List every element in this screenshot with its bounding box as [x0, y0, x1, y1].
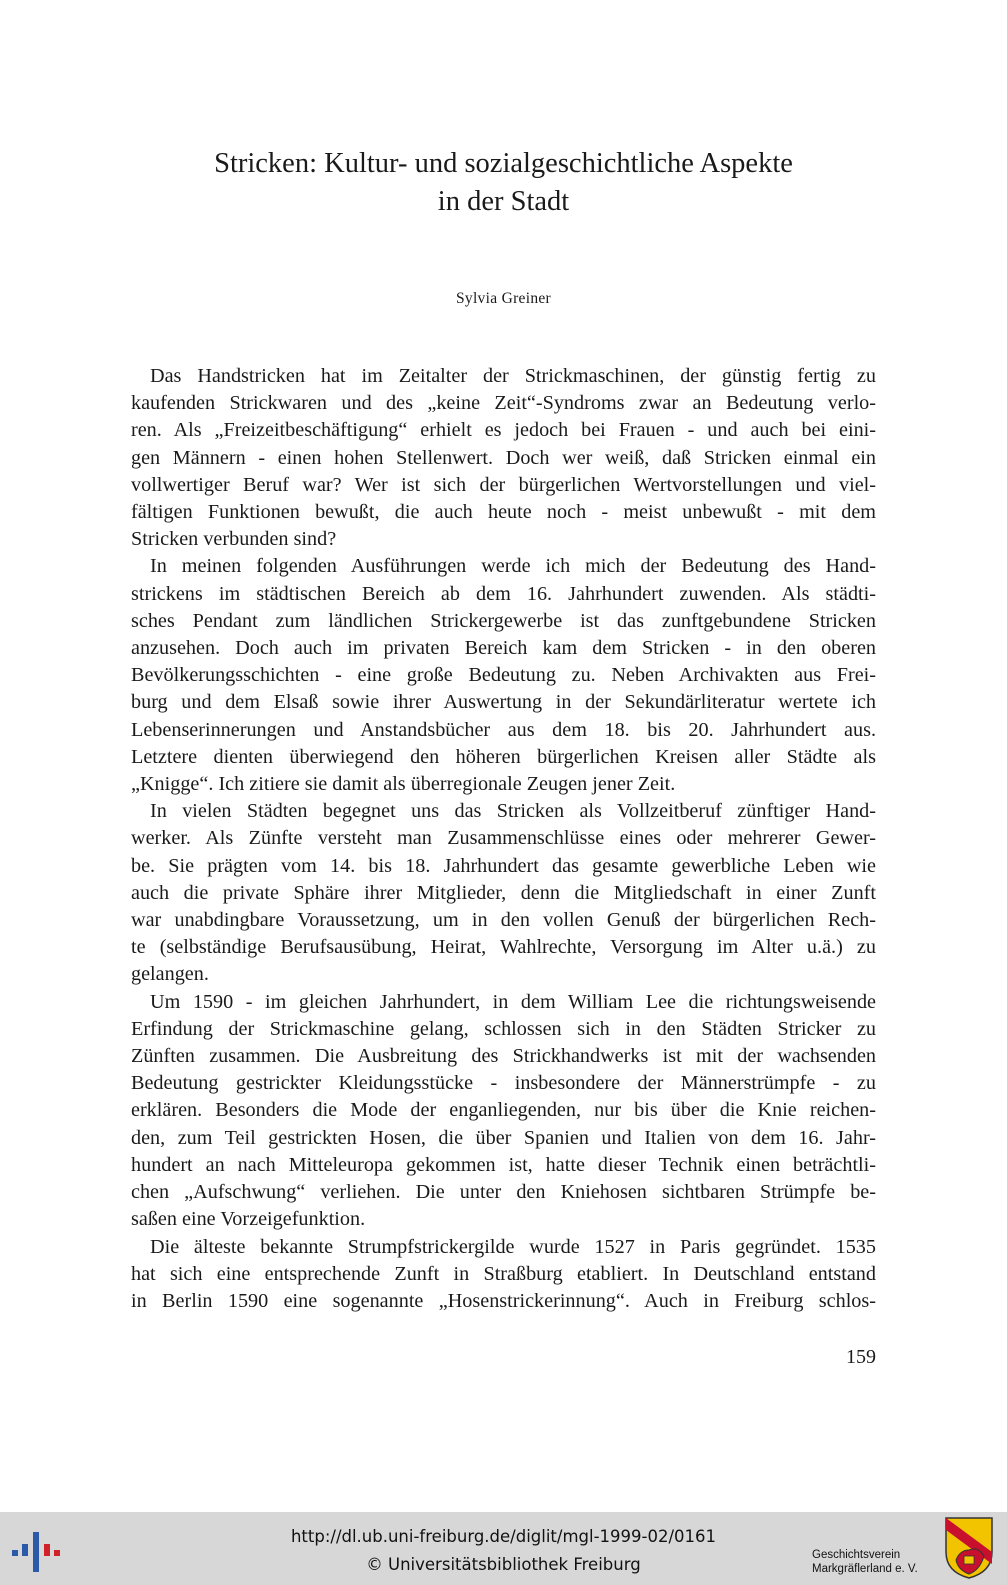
article-body	[131, 363, 876, 1315]
text-line: gelangen.	[131, 963, 209, 986]
text-line: Bevölkerungsschichten - eine große Bedeutung zu. Neben Archivakten aus Frei-	[131, 664, 876, 687]
text-line: fältigen Funktionen bewußt, die auch heute noch - meist unbewußt - mit dem	[131, 501, 876, 524]
text-line: Bedeutung gestrickter Kleidungsstücke - insbesondere der Männerstrümpfe - zu	[131, 1072, 876, 1095]
text-line: war unabdingbare Voraussetzung, um in den vollen Genuß der bürgerlichen Rech-	[131, 909, 876, 932]
text-line: „Knigge“. Ich zitiere sie damit als überregionale Zeugen jener Zeit.	[131, 773, 676, 796]
text-line: hundert an nach Mitteleuropa gekommen ist, hatte dieser Technik einen beträchtli-	[131, 1153, 876, 1176]
footer-bar	[0, 1512, 1007, 1585]
text-line: sches Pendant zum ländlichen Strickergewerbe ist das zunftgebundene Stricken	[131, 609, 876, 632]
society-name	[812, 1548, 918, 1576]
author-name: Sylvia Greiner	[455, 290, 552, 307]
society-name-line-1: Geschichtsverein	[812, 1549, 901, 1561]
article-title	[0, 145, 1007, 221]
text-line: Zünften zusammen. Die Ausbreitung des Strickhandwerks ist mit der wachsenden	[131, 1045, 876, 1068]
text-line: auch die private Sphäre ihrer Mitglieder, denn die Mitgliedschaft in einer Zunft	[131, 881, 876, 904]
text-line: hat sich eine entsprechende Zunft in Straßburg etabliert. In Deutschland entstand	[131, 1262, 876, 1285]
title-line-2: in der Stadt	[437, 186, 570, 217]
coat-of-arms-icon	[944, 1516, 994, 1580]
text-line: gen Männern - einen hohen Stellenwert. Doch wer weiß, daß Stricken einmal ein	[131, 446, 876, 469]
text-line: kaufenden Strickwaren und des „keine Zeit“-Syndroms zwar an Bedeutung verlo-	[131, 392, 876, 415]
text-line: Lebenserinnerungen und Anstandsbücher aus dem 18. bis 20. Jahrhundert aus.	[131, 718, 876, 741]
title-line-1: Stricken: Kultur- und sozialgeschichtliche Aspekte	[214, 148, 793, 179]
text-line: in Berlin 1590 eine sogenannte „Hosenstrickerinnung“. Auch in Freiburg schlos-	[131, 1289, 876, 1312]
text-line: den, zum Teil gestrickten Hosen, die über Spanien und Italien von dem 16. Jahr-	[131, 1126, 876, 1149]
copyright-notice: © Universitätsbibliothek Freiburg	[366, 1555, 641, 1574]
text-line: ren. Als „Freizeitbeschäftigung“ erhielt es jedoch bei Frauen - und auch bei eini-	[131, 419, 876, 442]
text-line: Letztere dienten überwiegend den höheren bürgerlichen Kreisen aller Städte als	[131, 745, 876, 768]
source-url-link[interactable]: http://dl.ub.uni-freiburg.de/diglit/mgl-1999-02/0161	[290, 1527, 717, 1546]
text-line: Erfindung der Strickmaschine gelang, schlossen sich in den Städten Stricker zu	[131, 1017, 876, 1040]
text-line: te (selbständige Berufsausübung, Heirat, Wahlrechte, Versorgung im Alter u.ä.) zu	[131, 936, 876, 959]
text-line: werker. Als Zünfte versteht man Zusammenschlüsse eines oder mehrerer Gewer-	[131, 827, 876, 850]
text-line: In meinen folgenden Ausführungen werde ich mich der Bedeutung des Hand-	[150, 555, 876, 578]
text-line: strickens im städtischen Bereich ab dem 16. Jahrhundert zuwenden. Als städti-	[131, 582, 876, 605]
text-line: saßen eine Vorzeigefunktion.	[131, 1208, 366, 1231]
text-line: vollwertiger Beruf war? Wer ist sich der bürgerlichen Wertvorstellungen und viel-	[131, 473, 876, 496]
page-number: 159	[846, 1346, 876, 1368]
text-line: Das Handstricken hat im Zeitalter der Strickmaschinen, der günstig fertig zu	[150, 365, 876, 387]
text-line: Um 1590 - im gleichen Jahrhundert, in dem William Lee die richtungsweisende	[150, 990, 876, 1013]
text-line: Die älteste bekannte Strumpfstrickergilde wurde 1527 in Paris gegründet. 1535	[150, 1235, 876, 1258]
society-name-line-2: Markgräflerland e. V.	[812, 1563, 918, 1575]
text-line: anzusehen. Doch auch im privaten Bereich kam dem Stricken - in den oberen	[131, 637, 876, 660]
text-line: Stricken verbunden sind?	[131, 528, 337, 551]
text-line: chen „Aufschwung“ verliehen. Die unter den Kniehosen sichtbaren Strümpfe be-	[131, 1181, 876, 1204]
text-line: erklären. Besonders die Mode der enganliegenden, nur bis über die Knie reichen-	[131, 1099, 876, 1122]
text-line: burg und dem Elsaß sowie ihrer Auswertung in der Sekundärliteratur wertete ich	[131, 691, 876, 714]
text-line: In vielen Städten begegnet uns das Stricken als Vollzeitberuf zünftiger Hand-	[150, 800, 876, 823]
text-line: be. Sie prägten vom 14. bis 18. Jahrhundert das gesamte gewerbliche Leben wie	[131, 854, 876, 877]
